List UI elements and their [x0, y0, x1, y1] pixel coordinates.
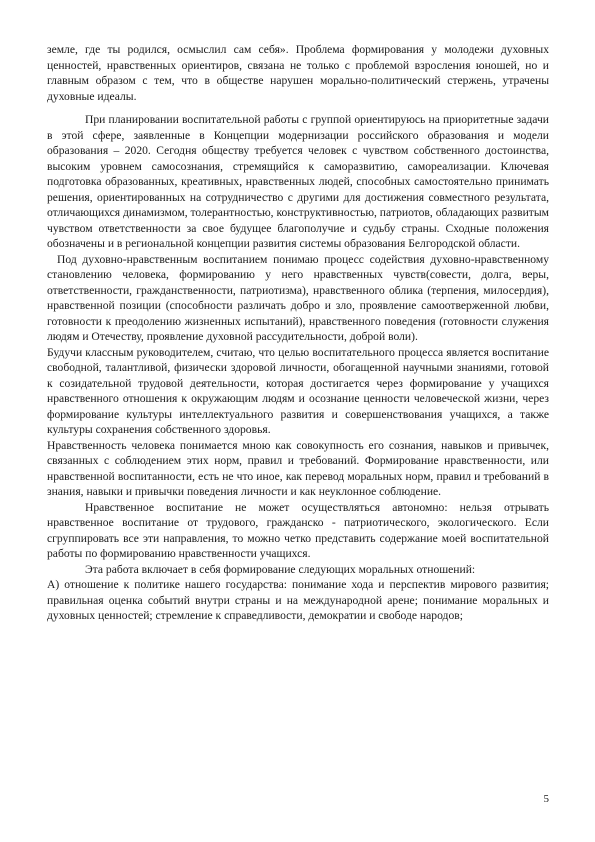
paragraph-relations-intro: Эта работа включает в себя формирование следующих моральных отношений:	[85, 562, 476, 576]
page-number: 5	[543, 793, 549, 805]
paragraph-planning: При планировании воспитательной работы с группой ориентируюсь на приоритетные задачи в этой сфере, заявленные в Концепции модернизации российского образования и модели образования – 2020. Сегодня обществу требуется человек с чувством собственного достоинства, высоким уровнем самосознания, стремящийся к саморазвитию, самореализации. Ключевая подготовка образованных, креативных, нравственных людей, способных самостоятельно принимать решения, ориентированных на сотрудничество с другими для достижения совместного результата, отличающихся динамизмом, толерантностью, конструктивностью, патриотов, обладающих развитым чувством ответственности за свое будущее благополучие и судьбу страны. Сходные положения обозначены и в региональной концепции развития системы образования Белгородской области.	[47, 113, 549, 250]
list-item-a: А) отношение к политике нашего государства: понимание хода и перспектив мирового развития; правильная оценка событий внутри страны и на международной арене; понимание моральных и духовных ценностей; стремление к справедливости, демократии и свободе народов;	[47, 578, 549, 622]
paragraph-autonomy: Нравственное воспитание не может осуществляться автономно: нельзя отрывать нравственное воспитание от трудового, гражданско - патриотического, экологического. Если сгруппировать все эти направления, то можно четко представить содержание моей воспитательной работы по формированию нравственности учащихся.	[47, 500, 549, 560]
paragraph-morality: Нравственность человека понимается мною как совокупность его сознания, навыков и привычек, связанных с соблюдением этих норм, правил и требований. Формирование нравственности, или нравственной воспитанности, есть не что иное, как перевод моральных норм, правил и требований в знания, навыки и привычки поведения личности и как неуклонное соблюдение.	[47, 438, 549, 498]
paragraph-goal: Будучи классным руководителем, считаю, что целью воспитательного процесса является воспитание свободной, талантливой, физически здоровой личности, обогащенной научными знаниями, готовой к созидательной трудовой деятельности, которая достигается через формирование у учащихся нравственного отношения к окружающим людям и осознание ценности человеческой жизни, через формирование культуры интеллектуального развития и совершенствования учащихся, а также культуры сохранения собственного здоровья.	[47, 345, 549, 436]
body-text	[47, 42, 549, 624]
paragraph-intro-continuation: земле, где ты родился, осмыслил сам себя». Проблема формирования у молодежи духовных ценностей, нравственных ориентиров, связана не только с проблемой взросления юношей, но и главным образом с тем, что в обществе нарушен морально-политический стержень, утрачены духовные идеалы.	[47, 43, 549, 103]
paragraph-definition: Под духовно-нравственным воспитанием понимаю процесс содействия духовно-нравственному становлению человека, формированию у него нравственных чувств(совести, долга, веры, ответственности, гражданственности, патриотизма), нравственного облика (терпения, милосердия), нравственной позиции (способности различать добро и зло, проявление самоотверженной любви, готовности к преодолению жизненных испытаний), нравственного поведения (готовности служения людям и Отечеству, проявление духовной рассудительности, доброй воли).	[47, 252, 549, 343]
